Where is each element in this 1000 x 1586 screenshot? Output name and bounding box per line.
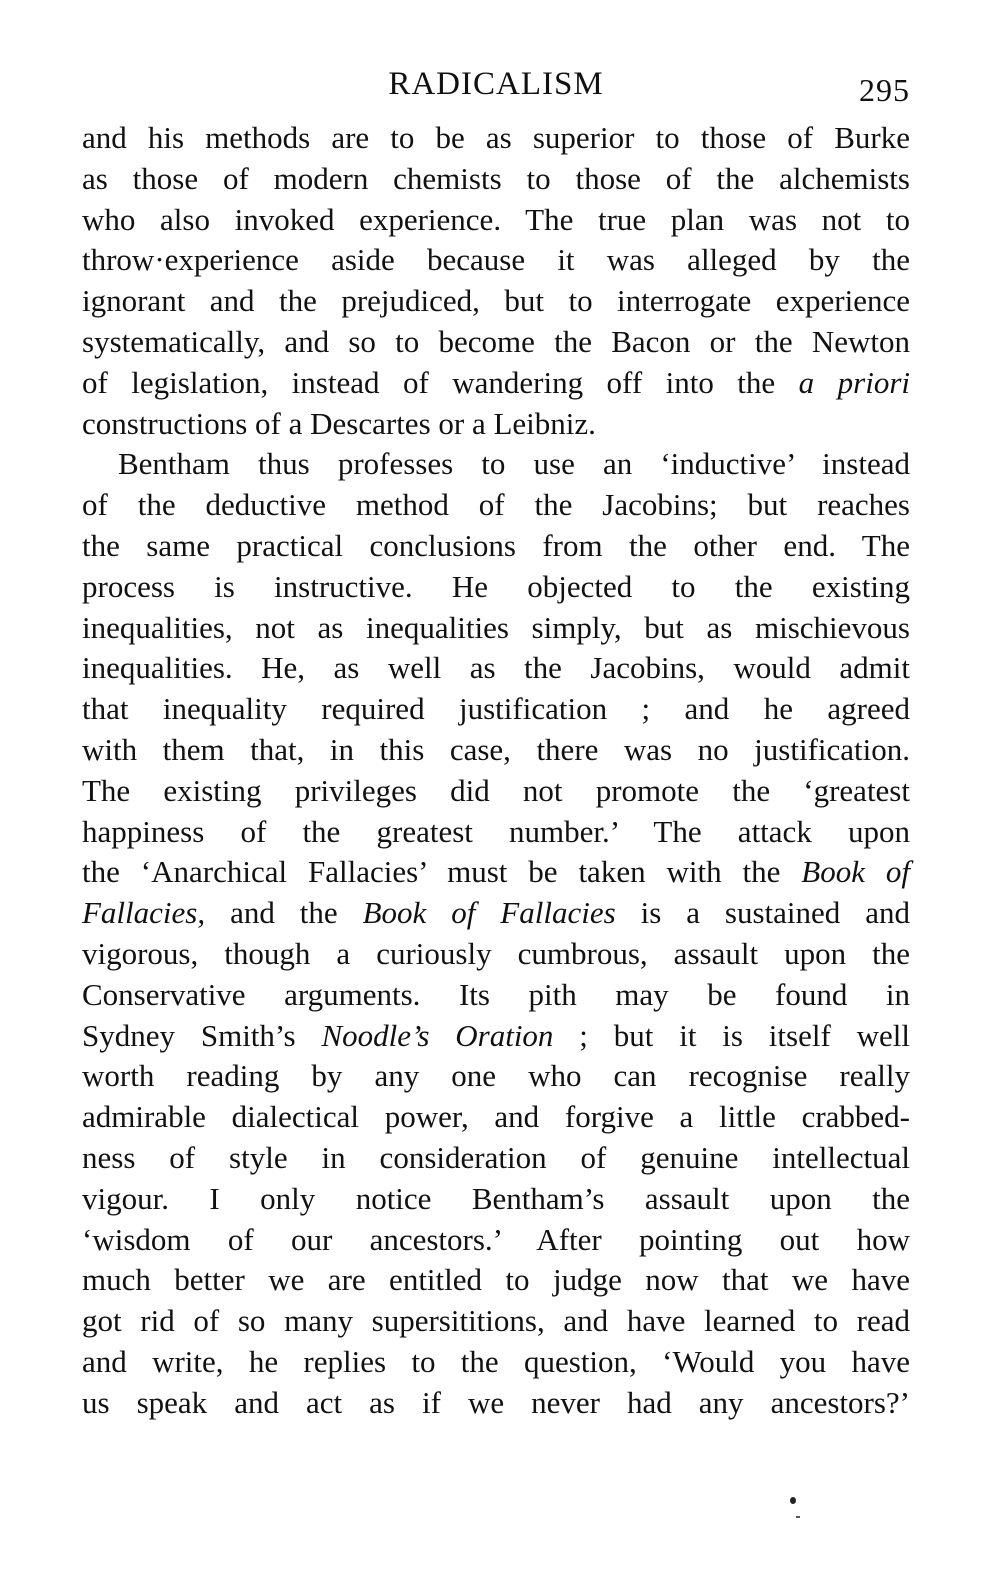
text-line <box>82 852 910 893</box>
text-line: constructions of a Descartes or a Leibniz. <box>82 405 596 441</box>
text-line: ness of style in consideration of genuine intellectual <box>82 1139 910 1175</box>
text-line: who also invoked experience. The true plan was not to <box>82 201 910 237</box>
text-line: got rid of so many supersititions, and have learned to read <box>82 1303 910 1339</box>
text-line: vigour. I only notice Bentham’s assault upon the <box>82 1180 910 1216</box>
text-line: The existing privileges did not promote the ‘greatest <box>82 772 910 808</box>
text-line: inequalities, not as inequalities simply, but as mischievous <box>82 609 910 645</box>
text-run: is a sustained and <box>640 895 911 931</box>
body-text <box>82 118 910 1424</box>
text-run: and the <box>230 895 338 931</box>
text-run: the ‘Anarchical Fallacies’ must be taken with the <box>82 854 781 890</box>
book-title: Book of <box>801 854 910 890</box>
ink-speck <box>790 1497 796 1504</box>
text-line: that inequality required justification ; and he agreed <box>82 691 910 727</box>
text-line: throw·experience aside because it was alleged by the <box>82 242 910 278</box>
text-line: the same practical conclusions from the other end. The <box>82 527 910 563</box>
text-run: ; but it is itself well <box>579 1017 911 1053</box>
text-line: as those of modern chemists to those of the alchemists <box>82 160 910 196</box>
text-line: happiness of the greatest number.’ The attack upon <box>82 813 910 849</box>
text-line: Conservative arguments. Its pith may be found in <box>82 976 910 1012</box>
text-line: with them that, in this case, there was no justification. <box>82 731 910 767</box>
text-line: worth reading by any one who can recognise really <box>82 1058 910 1094</box>
text-line: much better we are entitled to judge now that we have <box>82 1262 910 1298</box>
ink-speck <box>796 1516 800 1518</box>
text-line: us speak and act as if we never had any ancestors?’ <box>82 1384 910 1420</box>
text-line: process is instructive. He objected to the existing <box>82 568 910 604</box>
text-line: of the deductive method of the Jacobins; but reaches <box>82 487 910 523</box>
text-line <box>82 363 910 404</box>
text-line: systematically, and so to become the Bacon or the Newton <box>82 323 910 359</box>
text-line: admirable dialectical power, and forgive a little crabbed- <box>82 1099 910 1135</box>
text-line: vigorous, though a curiously cumbrous, assault upon the <box>82 935 910 971</box>
text-line: inequalities. He, as well as the Jacobins, would admit <box>82 650 910 686</box>
book-title: Fallacies, <box>82 895 206 931</box>
book-page <box>82 60 910 1424</box>
page-number: 295 <box>859 72 910 108</box>
italic-phrase: a priori <box>798 364 910 400</box>
book-title: Book of Fallacies <box>362 895 616 931</box>
text-line: and his methods are to be as superior to those of Burke <box>82 120 910 155</box>
text-line <box>82 1016 910 1057</box>
text-run: of legislation, instead of wandering off into the <box>82 364 776 400</box>
text-line <box>82 893 910 934</box>
text-line: ignorant and the prejudiced, but to interrogate experience <box>82 283 910 319</box>
text-line: Bentham thus professes to use an ‘inductive’ instead <box>118 446 910 482</box>
running-head <box>82 60 910 118</box>
running-title: RADICALISM <box>388 66 604 102</box>
text-line: ‘wisdom of our ancestors.’ After pointing out how <box>82 1221 910 1257</box>
work-title: Noodle’s Oration <box>321 1017 554 1053</box>
text-run: Sydney Smith’s <box>82 1017 296 1053</box>
text-line: and write, he replies to the question, ‘Would you have <box>82 1343 910 1379</box>
